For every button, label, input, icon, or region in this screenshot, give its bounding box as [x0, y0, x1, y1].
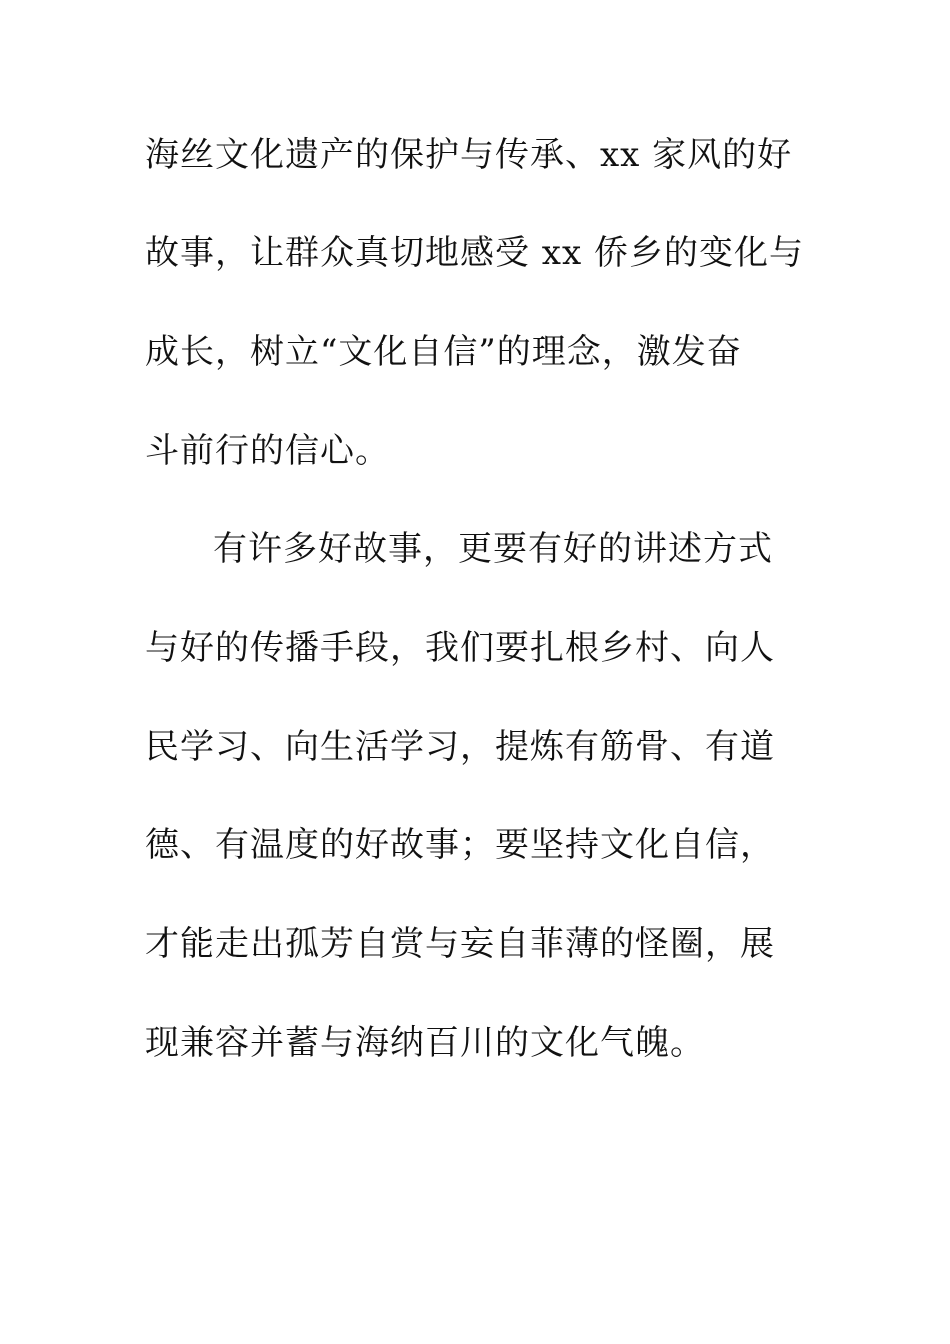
text-line: 有许多好故事，更要有好的讲述方式: [213, 529, 773, 569]
text-line: 故事，让群众真切地感受 xx 侨乡的变化与: [145, 233, 804, 273]
text-line: 民学习、向生活学习，提炼有筋骨、有道: [145, 727, 775, 767]
text-line: 海丝文化遗产的保护与传承、xx 家风的好: [145, 135, 793, 175]
text-line: 现兼容并蓄与海纳百川的文化气魄。: [145, 1023, 705, 1063]
text-line: 斗前行的信心。: [145, 431, 390, 471]
text-line: 才能走出孤芳自赏与妄自菲薄的怪圈，展: [145, 924, 775, 964]
text-line: 成长，树立“文化自信”的理念，激发奋: [145, 332, 742, 372]
text-line: 德、有温度的好故事；要坚持文化自信，: [145, 825, 775, 865]
text-line: 与好的传播手段，我们要扎根乡村、向人: [145, 628, 775, 668]
